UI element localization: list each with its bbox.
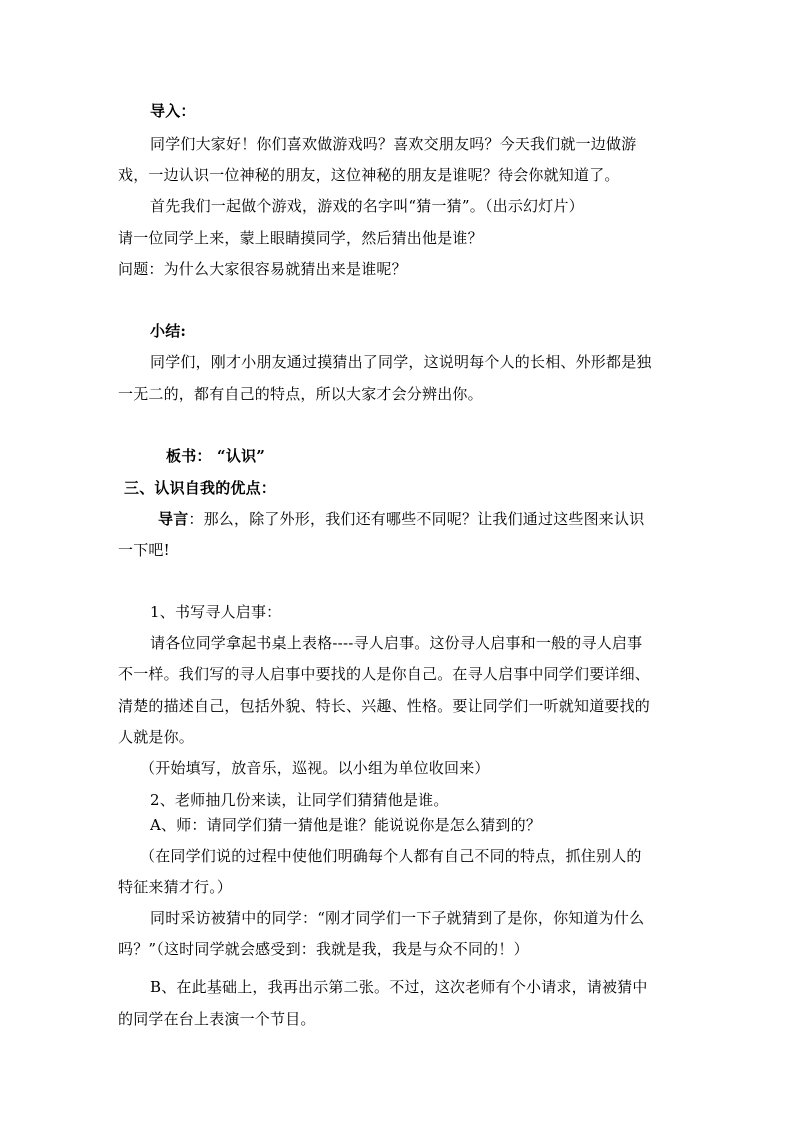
guide-line: 一下吧! xyxy=(118,541,170,559)
guide-line xyxy=(158,509,644,529)
summary-line: 同学们，刚才小朋友通过摸猜出了同学，这说明每个人的长相、外形都是独 xyxy=(150,353,652,371)
step-a-note-line: （在同学们说的过程中使他们明确每个人都有自己不同的特点，抓住别人的 xyxy=(140,847,642,865)
guide-label: 导言 xyxy=(158,510,189,528)
summary-heading: 小结: xyxy=(150,322,187,340)
step1-line: 请各位同学拿起书桌上表格----寻人启事。这份寻人启事和一般的寻人启事 xyxy=(150,634,643,652)
step1-line: 清楚的描述自己，包括外貌、特长、兴趣、性格。要让同学们一听就知道要找的 xyxy=(118,697,651,715)
step-b-line: B、在此基础上，我再出示第二张。不过，这次老师有个小请求，请被猜中 xyxy=(150,978,648,996)
interview-line: 同时采访被猜中的同学：“刚才同学们一下子就猜到了是你，你知道为什么 xyxy=(150,909,645,927)
intro-heading: 导入： xyxy=(150,102,196,120)
guide-text: ：那么，除了外形，我们还有哪些不同呢？让我们通过这些图来认识 xyxy=(188,510,645,528)
summary-line: 一无二的，都有自己的特点，所以大家才会分辨出你。 xyxy=(118,385,483,403)
step-b-line: 的同学在台上表演一个节目。 xyxy=(118,1010,316,1028)
step-a-note-line: 特征来猜才行。） xyxy=(118,878,233,896)
step-a-line: A、师：请同学们猜一猜他是谁？能说说你是怎么猜到的？ xyxy=(150,816,542,834)
section3-heading: 三、认识自我的优点： xyxy=(124,479,277,497)
step1-line: 不一样。我们写的寻人启事中要找的人是你自己。在寻人启事中同学们要详细、 xyxy=(118,665,651,683)
intro-paragraph-line: 戏，一边认识一位神秘的朋友，这位神秘的朋友是谁呢？待会你就知道了。 xyxy=(118,166,620,184)
board-writing-line xyxy=(166,446,265,466)
step2-title: 2、老师抽几份来读，让同学们猜猜他是谁。 xyxy=(150,791,449,809)
intro-game-line: 首先我们一起做个游戏，游戏的名字叫“猜一猜”。（出示幻灯片） xyxy=(150,197,584,215)
board-label: 板书： xyxy=(166,447,212,465)
intro-paragraph-line: 同学们大家好！你们喜欢做游戏吗？喜欢交朋友吗？今天我们就一边做游 xyxy=(150,135,637,153)
board-text: “认识” xyxy=(217,447,266,465)
step1-note: （开始填写，放音乐，巡视。以小组为单位收回来） xyxy=(140,759,490,777)
intro-question-line: 问题：为什么大家很容易就猜出来是谁呢？ xyxy=(118,260,407,278)
step1-title: 1、书写寻人启事： xyxy=(150,603,282,621)
intro-instruction-line: 请一位同学上来，蒙上眼睛摸同学，然后猜出他是谁？ xyxy=(118,229,483,247)
interview-line: 吗？”（这时同学就会感受到：我就是我，我是与众不同的！） xyxy=(118,940,529,958)
step1-line: 人就是你。 xyxy=(118,728,195,746)
